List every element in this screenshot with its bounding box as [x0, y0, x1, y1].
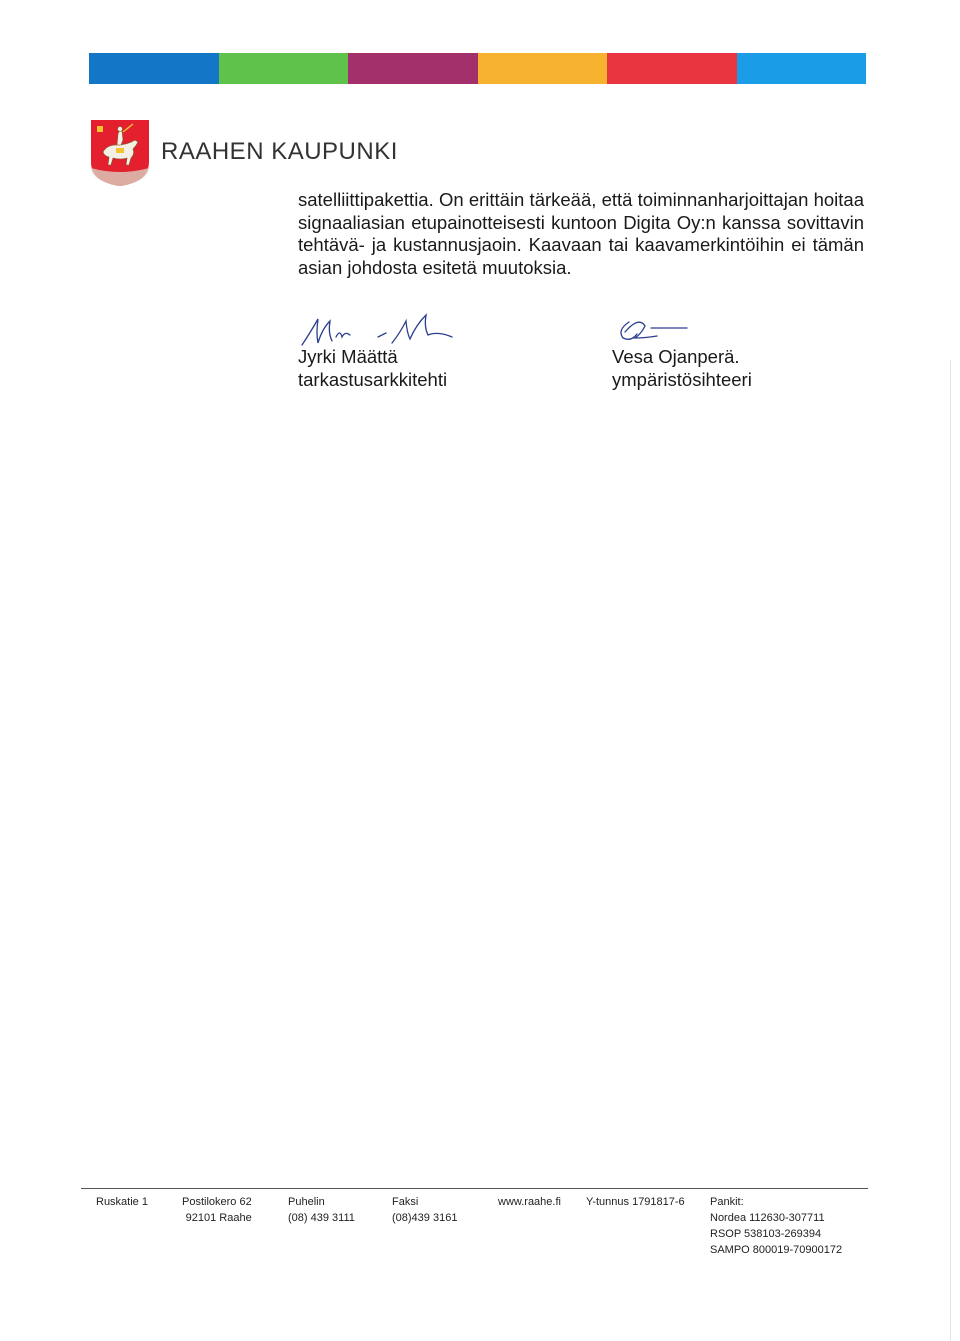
- color-bar-segment: [219, 53, 349, 84]
- coat-of-arms-icon: [89, 118, 151, 188]
- footer-fax-label: Faksi: [392, 1196, 419, 1208]
- footer-business-id: Y-tunnus 1791817-6: [586, 1196, 685, 1208]
- scan-edge: [950, 360, 951, 1341]
- footer-postbox: Postilokero 62: [182, 1196, 252, 1208]
- signature-vesa-ojanpera: [605, 308, 695, 350]
- footer-bank-account: Nordea 112630-307711: [710, 1212, 825, 1224]
- footer-bank-account: SAMPO 800019-70900172: [710, 1244, 843, 1256]
- body-paragraph: satelliittipakettia. On erittäin tärkeää, että toiminnanharjoittajan hoitaa signaaliasian etupainotteisesti kuntoon Digita Oy:n kanssa sovittavin tehtävä- ja kustannusjaoin. Kaavaan tai kaavamerkintöihin ei tämän asian johdosta esitetä muutoksia.: [298, 189, 864, 278]
- signature-block-1: [298, 346, 447, 391]
- color-bar-segment: [348, 53, 478, 84]
- footer-website: www.raahe.fi: [498, 1196, 561, 1208]
- organization-name: RAAHEN KAUPUNKI: [161, 138, 398, 165]
- signatory-name: Jyrki Määttä: [298, 346, 398, 367]
- footer-banks: [710, 1194, 842, 1258]
- footer-fax: [392, 1194, 457, 1226]
- footer-street: Ruskatie 1: [96, 1196, 148, 1208]
- footer-postal-code: 92101 Raahe: [185, 1212, 252, 1224]
- color-bar-segment: [607, 53, 737, 84]
- color-bar-segment: [737, 53, 867, 84]
- footer-bank-account: RSOP 538103-269394: [710, 1228, 822, 1240]
- signatory-name: Vesa Ojanperä.: [612, 346, 740, 367]
- footer-phone-number: (08) 439 3111: [288, 1212, 355, 1224]
- header-color-bar: [89, 53, 866, 84]
- footer-banks-label: Pankit:: [710, 1196, 744, 1208]
- footer-postal-address: [182, 1194, 252, 1226]
- color-bar-segment: [89, 53, 219, 84]
- signatory-title: tarkastusarkkitehti: [298, 368, 448, 390]
- signatory-title: ympäristösihteeri: [612, 368, 752, 390]
- footer-divider: [81, 1188, 868, 1189]
- color-bar-segment: [478, 53, 608, 84]
- footer-phone: [288, 1194, 355, 1226]
- footer-fax-number: (08)439 3161: [392, 1212, 458, 1224]
- signature-block-2: [612, 346, 752, 391]
- footer-phone-label: Puhelin: [288, 1196, 325, 1208]
